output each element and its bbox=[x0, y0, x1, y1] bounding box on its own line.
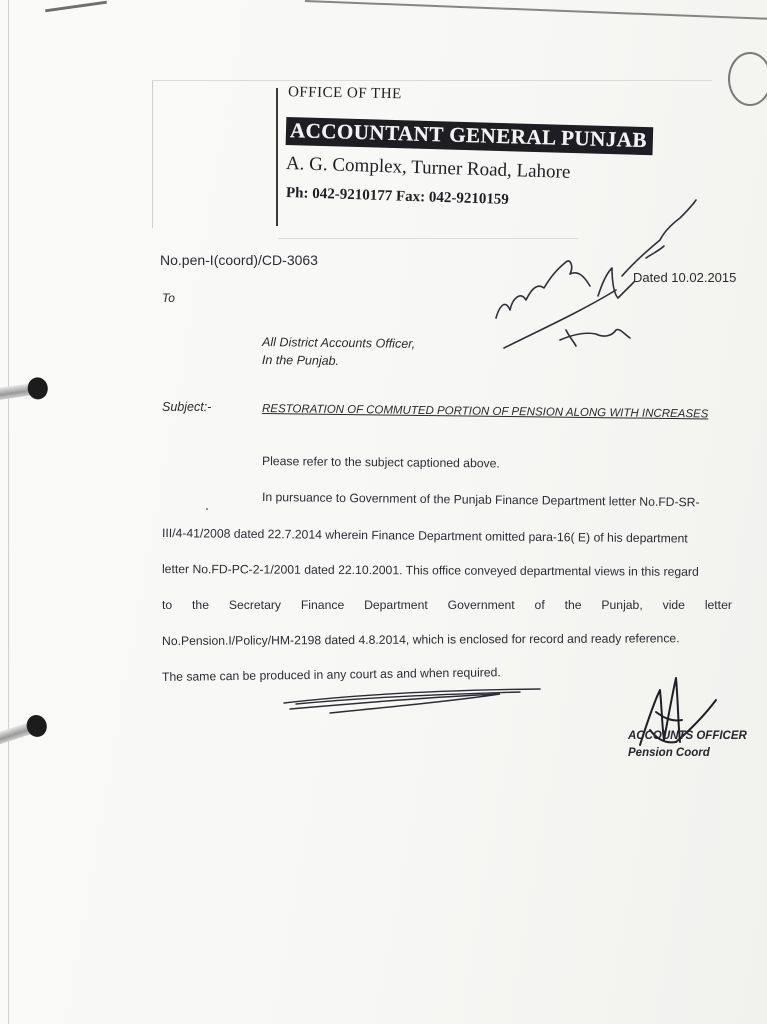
to-label: To bbox=[162, 291, 175, 305]
office-title-banner: ACCOUNTANT GENERAL PUNJAB bbox=[286, 117, 654, 155]
body-word: to bbox=[162, 598, 173, 612]
office-of-label: OFFICE OF THE bbox=[287, 84, 402, 103]
recipient-block bbox=[262, 333, 415, 371]
binder-ring-bottom bbox=[0, 719, 42, 749]
page-fold-line bbox=[8, 0, 9, 1024]
subject-text: RESTORATION OF COMMUTED PORTION OF PENSION ALONG WITH INCREASES bbox=[261, 403, 709, 421]
paper-edge bbox=[305, 0, 767, 20]
corner-stamp bbox=[728, 52, 767, 106]
signature-block bbox=[628, 728, 747, 762]
body-word: vide bbox=[662, 598, 685, 612]
body-word: Government bbox=[447, 598, 515, 612]
office-address: A. G. Complex, Turner Road, Lahore bbox=[285, 153, 571, 183]
recipient-line-2: In the Punjab. bbox=[261, 352, 340, 368]
body-line-1: In pursuance to Government of the Punjab Finance Department letter No.FD-SR- bbox=[261, 490, 700, 510]
body-line-2: III/4-41/2008 dated 22.7.2014 wherein Finance Department omitted para-16( E) of his department bbox=[161, 526, 688, 546]
letterhead-frame-bottom bbox=[278, 238, 578, 239]
body-line-5: No.Pension.I/Policy/HM-2198 dated 4.8.2014, which is enclosed for record and ready reference. bbox=[161, 631, 680, 648]
body-line-6: The same can be produced in any court as and when required. bbox=[161, 665, 501, 684]
body-word: the bbox=[564, 598, 582, 612]
body-line-4 bbox=[162, 598, 732, 612]
subject-label: Subject:- bbox=[162, 400, 212, 414]
letterhead bbox=[278, 84, 718, 208]
body-word: of bbox=[534, 598, 545, 612]
body-word: letter bbox=[704, 598, 732, 612]
recipient-line-1: All District Accounts Officer, bbox=[262, 335, 416, 351]
letterhead-frame-left bbox=[152, 80, 153, 228]
binder-ring-top bbox=[0, 382, 43, 402]
body-word: the bbox=[192, 598, 209, 612]
body-word: Secretary bbox=[228, 598, 281, 612]
body-paragraph-1: Please refer to the subject captioned above. bbox=[261, 454, 500, 471]
body-word: Finance bbox=[300, 598, 345, 612]
letter-date: Dated 10.02.2015 bbox=[633, 270, 737, 285]
signatory-subtitle: Pension Coord bbox=[628, 747, 710, 759]
signatory-title: ACCOUNTS OFFICER bbox=[628, 730, 747, 742]
office-phones: Ph: 042-9210177 Fax: 042-9210159 bbox=[285, 185, 510, 208]
reference-number: No.pen-I(coord)/CD-3063 bbox=[160, 252, 318, 268]
body-word: Punjab, bbox=[601, 598, 643, 612]
letterhead-frame-top bbox=[152, 80, 712, 81]
body-word: Department bbox=[364, 598, 428, 612]
speck bbox=[206, 508, 208, 510]
body-line-3: letter No.FD-PC-2-1/2001 dated 22.10.2001. This office conveyed departmental views in this regard bbox=[161, 562, 699, 579]
scratch-mark bbox=[45, 1, 107, 13]
